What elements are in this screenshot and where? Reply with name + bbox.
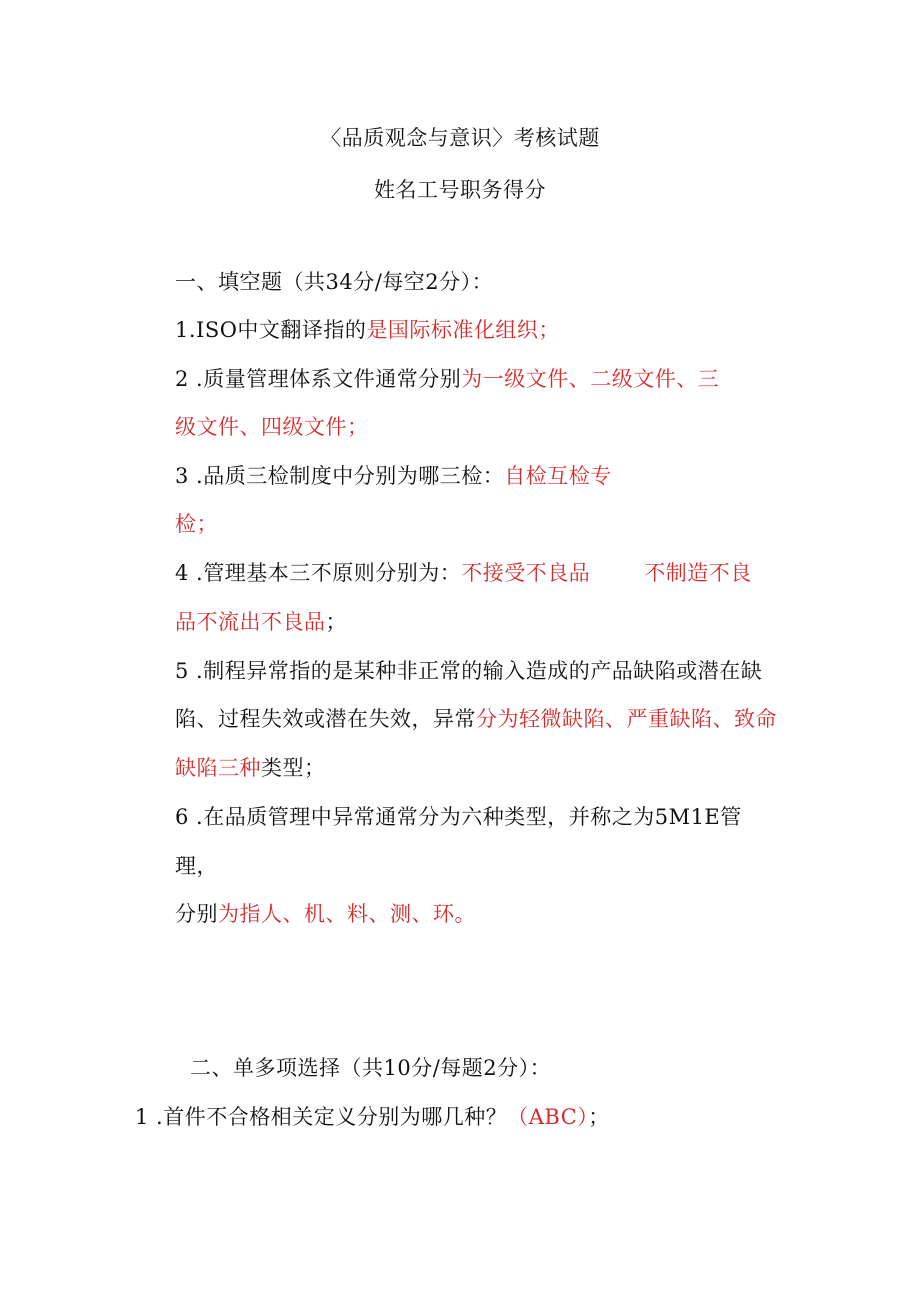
question-4-line-2 <box>175 608 347 636</box>
question-5-answer-part-1: 分为轻微缺陷、严重缺陷、致命 <box>476 707 777 731</box>
question-5-answer-part-2: 缺陷三种 <box>175 756 261 780</box>
question-3-answer-part-2: 检； <box>175 512 218 536</box>
question-4-answer-c: 品不流出不良品 <box>175 610 326 634</box>
question-5-tail: 类型； <box>261 756 326 780</box>
question-3-answer-part-1: 自检互检专 <box>504 464 612 488</box>
question-3-line-1 <box>175 462 612 490</box>
question-2-line-1 <box>175 365 719 393</box>
choice-question-1-text: 1 .首件不合格相关定义分别为哪几种？ <box>135 1105 508 1129</box>
question-2-answer-part-1: 为一级文件、二级文件、三 <box>461 367 720 391</box>
question-1-text: 1.ISO中文翻译指的 <box>175 318 367 342</box>
question-4-line-1 <box>175 559 752 587</box>
question-4-answer-b: 不制造不良 <box>644 561 752 585</box>
question-4-answer-a: 不接受不良品 <box>461 561 591 585</box>
question-2-answer-part-2: 级文件、四级文件； <box>175 415 369 439</box>
document-title: 〈品质观念与意识〉考核试题 <box>320 126 600 150</box>
question-6-answer: 为指人、机、料、测、环。 <box>218 902 476 926</box>
choice-question-1-answer: （ABC） <box>507 1105 589 1129</box>
question-2-text: 2 .质量管理体系文件通常分别 <box>175 367 462 391</box>
choice-question-1-tail: ； <box>588 1105 610 1129</box>
question-6-line-3 <box>175 900 476 928</box>
section2-heading: 二、单多项选择（共10分/每题2分）： <box>190 1056 552 1080</box>
section1-heading: 一、填空题（共34分/每空2分）： <box>175 270 494 294</box>
question-6-line-1: 6 .在品质管理中异常通常分为六种类型，并称之为5M1E管 <box>175 805 742 829</box>
question-6-line-2: 理， <box>175 854 218 878</box>
question-1 <box>175 316 560 344</box>
question-4-tail: ； <box>325 610 347 634</box>
question-3-text: 3 .品质三检制度中分别为哪三检： <box>175 464 505 488</box>
question-6-text: 分别 <box>175 902 218 926</box>
question-4-text: 4 .管理基本三不原则分别为： <box>175 561 462 585</box>
question-5-line-2 <box>175 705 777 733</box>
question-5-line-3 <box>175 754 326 782</box>
choice-question-1 <box>135 1103 610 1131</box>
question-1-answer: 是国际标准化组织； <box>366 318 560 342</box>
document-subtitle: 姓名工号职务得分 <box>374 178 546 202</box>
question-5-line-1: 5 .制程异常指的是某种非正常的输入造成的产品缺陷或潜在缺 <box>175 659 763 683</box>
question-5-text: 陷、过程失效或潜在失效，异常 <box>175 707 476 731</box>
